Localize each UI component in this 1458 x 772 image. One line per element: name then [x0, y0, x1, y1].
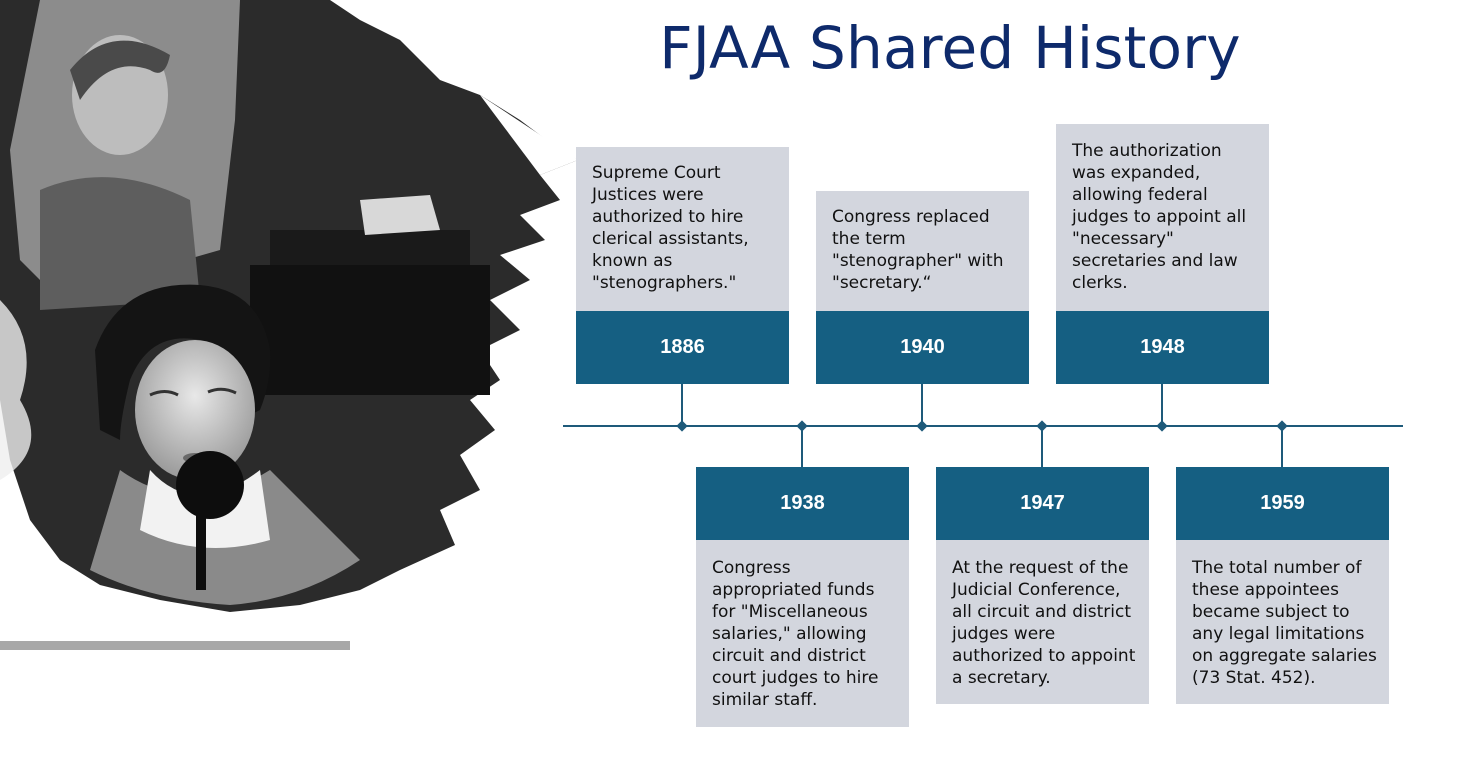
timeline-marker	[1276, 420, 1287, 431]
event-year: 1947	[936, 467, 1149, 540]
event-description: Congress appropriated funds for "Miscellaneous salaries," allowing circuit and district court judges to hire similar staff.	[696, 540, 909, 727]
event-year: 1948	[1056, 311, 1269, 384]
event-description: The authorization was expanded, allowing federal judges to appoint all "necessary" secretaries and law clerks.	[1056, 124, 1269, 311]
event-description: The total number of these appointees became subject to any legal limitations on aggregate salaries (73 Stat. 452).	[1176, 540, 1389, 704]
event-year: 1940	[816, 311, 1029, 384]
timeline-connector	[681, 383, 683, 425]
timeline-marker	[916, 420, 927, 431]
event-description: Congress replaced the term "stenographer" with "secretary.“	[816, 191, 1029, 311]
timeline-connector	[1161, 383, 1163, 425]
timeline-connector	[801, 427, 803, 467]
photo-baseline-bar	[0, 641, 350, 650]
timeline-connector	[921, 383, 923, 425]
event-year: 1959	[1176, 467, 1389, 540]
vintage-secretaries-photo	[0, 0, 580, 660]
timeline-connector	[1041, 427, 1043, 467]
timeline-marker	[676, 420, 687, 431]
timeline-marker	[1036, 420, 1047, 431]
timeline-marker	[796, 420, 807, 431]
page-title: FJAA Shared History	[659, 14, 1241, 82]
event-description: Supreme Court Justices were authorized to hire clerical assistants, known as "stenographers."	[576, 147, 789, 311]
timeline-marker	[1156, 420, 1167, 431]
event-year: 1886	[576, 311, 789, 384]
event-year: 1938	[696, 467, 909, 540]
timeline-connector	[1281, 427, 1283, 467]
event-description: At the request of the Judicial Conference, all circuit and district judges were authorized to appoint a secretary.	[936, 540, 1149, 704]
